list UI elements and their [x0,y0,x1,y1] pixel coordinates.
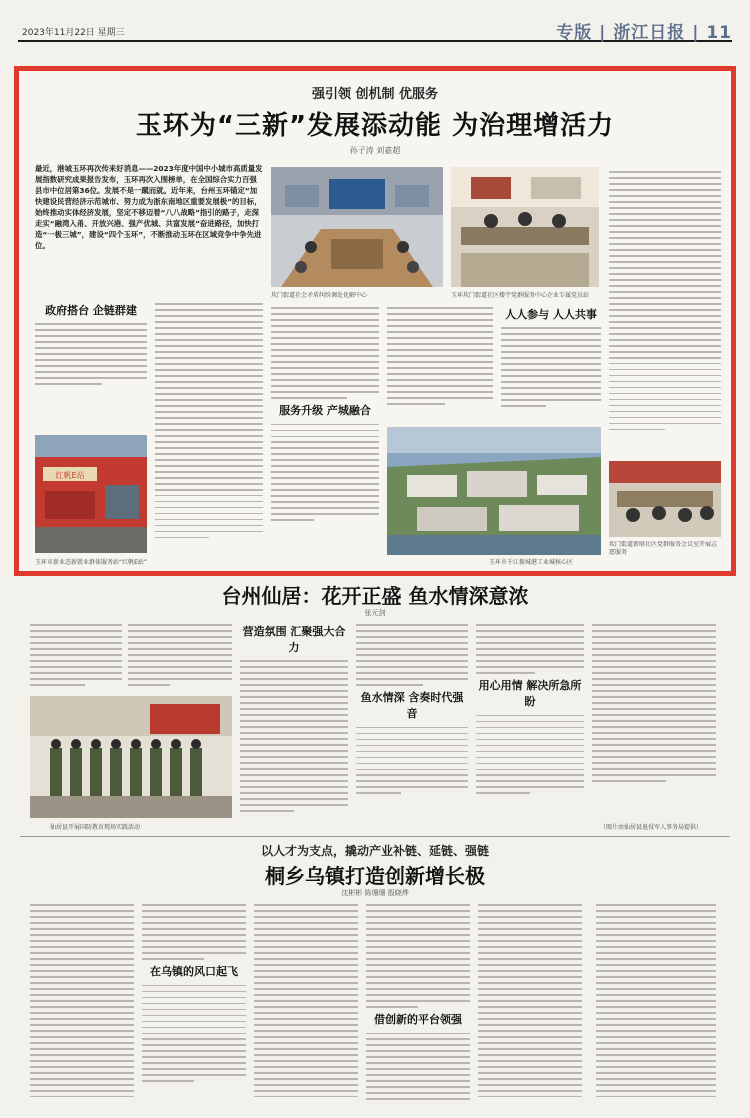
article2-col5 [476,620,584,816]
article2-photo-credit: （图片由仙居县退役军人事务局提供） [600,824,703,831]
photo-industrial-park [387,427,601,555]
text-block [476,715,584,794]
article2-col1 [30,620,122,692]
text-block [592,624,716,781]
article3-sub1: 在乌镇的风口起飞 [150,965,238,979]
photo-mediation-center [271,167,443,287]
article2-sub1: 营造氛围 汇聚强大合力 [242,625,346,654]
issue-date: 2023年11月22日 星期三 [22,28,125,38]
text-block [30,624,122,685]
text-block [142,985,246,1082]
caption-photo-1: 玉环市新业态新就业群体服务站“红帆E站” [35,559,148,566]
article1-col2 [155,299,263,557]
text-block [142,904,246,959]
red-sail-sign-text: 红帆E站 [55,471,85,480]
article1-col5 [501,303,601,423]
section-label: 专版 | 浙江日报 | 11 [556,23,732,43]
text-block [366,1033,470,1101]
text-block [155,303,263,538]
photo-party-service-center [451,167,599,287]
article3-kicker: 以人才为支点，撬动产业补链、延链、强链 [260,844,489,858]
text-block [356,624,468,685]
photo-volunteer-service [609,461,721,537]
caption-photo-5: 坎门街道新联社区党群服务会议室开展志愿服务 [609,541,718,556]
article2-col6 [592,620,716,816]
article3-col6 [596,900,716,1100]
caption-photo-2: 坎门街道社会矛盾纠纷调处化解中心 [271,292,368,299]
text-block [478,904,582,1100]
article2-col3 [240,620,348,816]
article2-byline: 张元剑 [364,609,386,617]
highlighted-article [14,66,736,576]
article3-col4 [366,900,470,1100]
article3-headline: 桐乡乌镇打造创新增长极 [265,864,485,888]
article2-col4 [356,620,468,816]
photo-national-defense [30,696,232,818]
article1-headline: 玉环为“三新”发展添动能 为治理增活力 [135,111,615,141]
article2-caption: 仙居县开展国防教育现场实践活动 [50,824,141,831]
text-block [240,660,348,811]
text-block [596,904,716,1100]
caption-photo-4: 玉环坎门街道社区楼宇党群服务中心企业专属党员站 [451,292,590,299]
text-block [35,323,147,384]
article3-col5 [478,900,582,1100]
text-block [476,624,584,673]
article1-col4 [387,303,493,423]
text-block [501,327,601,406]
article1-kicker: 强引领 创机制 优服务 [311,87,439,102]
article2-sub2: 鱼水情深 含奏时代强音 [360,691,464,721]
article1-sub3: 人人参与 人人共事 [505,308,597,321]
article2-headline: 台州仙居：花开正盛 鱼水情深意浓 [221,584,529,608]
article3-sub2: 借创新的平台领强 [374,1013,462,1027]
text-block [30,904,134,1100]
article1-sub1: 政府搭台 企链群建 [45,304,137,317]
article3-col3 [254,900,358,1100]
text-block [609,171,721,430]
article1-col6 [609,167,721,453]
text-block [254,904,358,1100]
article1-col1 [35,299,147,429]
section-divider [20,836,730,837]
article1-byline: 孙子涛 刘嘉超 [349,146,401,155]
article2-sub3: 用心用情 解决所急所盼 [478,679,582,709]
text-block [387,307,493,404]
text-block [271,307,379,398]
masthead [18,22,732,42]
photo-red-sail-station [35,435,147,553]
text-block [366,904,470,1007]
article2-col2 [128,620,232,692]
caption-photo-3: 玉环市千江振城港工业城核心区 [489,559,574,566]
text-block [271,424,379,521]
text-block [128,624,232,685]
article1-sub2: 服务升级 产城融合 [279,404,371,418]
article3-byline: 沈彬彬 陈珊珊 殷晓烨 [341,889,409,897]
article1-col3 [271,303,379,559]
article3-col1 [30,900,134,1100]
article3-col2 [142,900,246,1100]
article1-lead: 最近，港城玉环再次传来好消息——2023年度中国中小城市高质量发展指数研究成果报告发布，玉环再次入围榜单，在全国综合实力百强县市中位居第36位。发展不是一蹴而就。近年来，台州玉环锚定“加快建设民营经济示范城市、努力成为浙东南地区重要发展极”的目标，始终推动实体经济发展，坚定不移迈着“八八战略”指引的路子，走深走实“融湾入甬、开放兴港、强产优城、共富发展”奋进路径，加快打造“一极三城”，建设“四个玉环”，不断推动玉环在区域竞争中争先进位。 [35,164,263,250]
text-block [356,727,468,794]
